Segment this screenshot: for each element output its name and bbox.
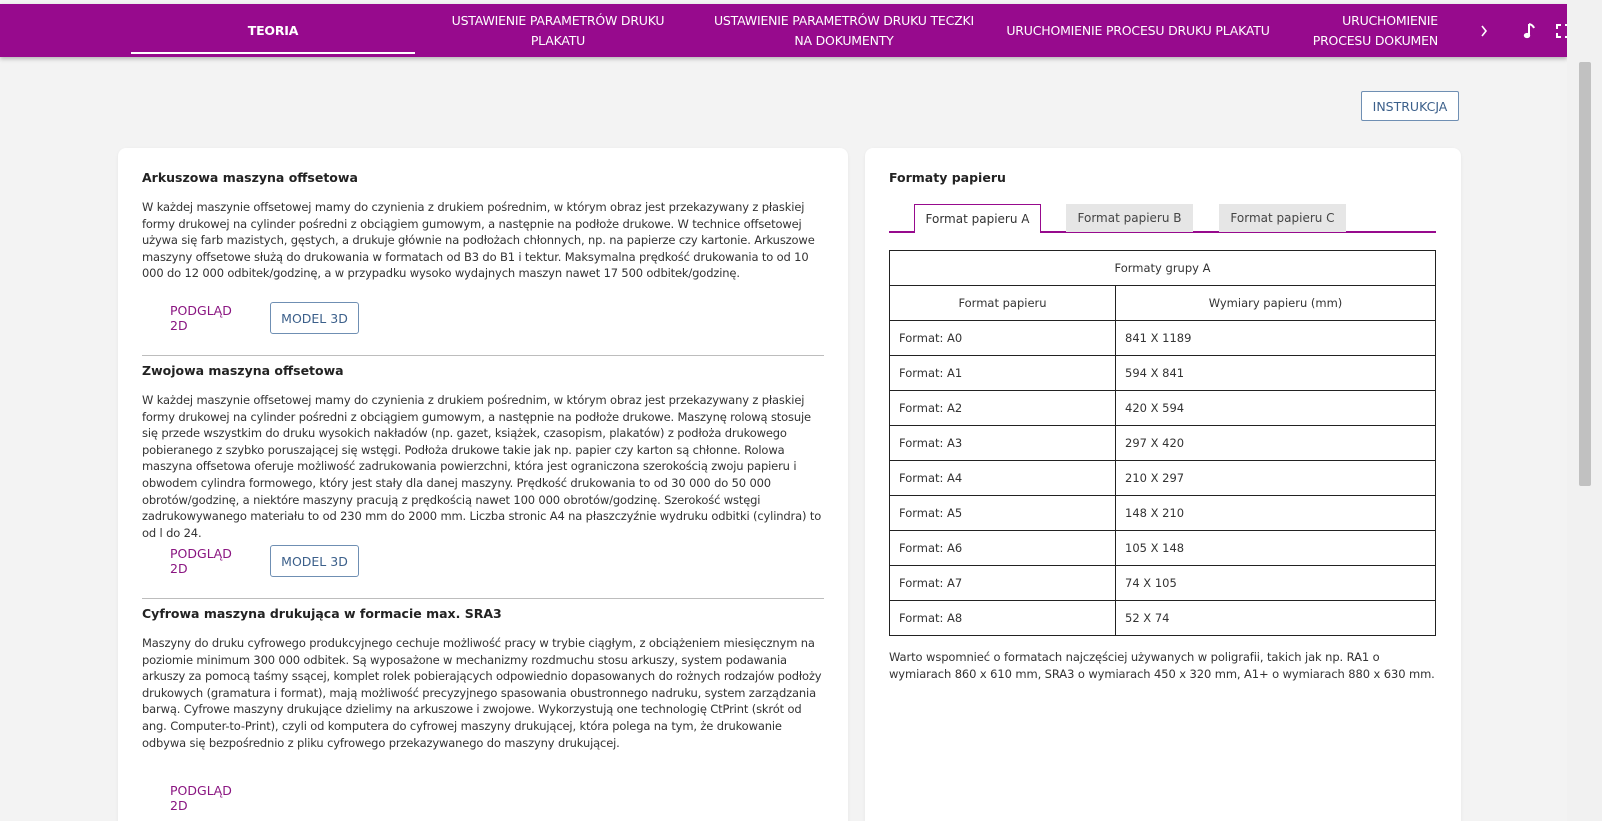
scrollbar-thumb[interactable] <box>1579 62 1591 486</box>
divider <box>142 598 824 599</box>
dimensions-cell: 148 X 210 <box>1116 496 1436 531</box>
dimensions-cell: 105 X 148 <box>1116 531 1436 566</box>
dimensions-cell: 74 X 105 <box>1116 566 1436 601</box>
tab-teoria[interactable]: TEORIA <box>131 4 415 57</box>
column-header-format: Format papieru <box>890 286 1116 321</box>
section-text: W każdej maszynie offsetowej mamy do czynienia z drukiem pośrednim, w którym obraz jest przekazywany z płaskiej formy drukowej na cylinder pośredni z obciągiem gumowym, a następnie na podłoże drukowe. Maszynę rolową stosuje się przede wszystkim do druku wysokich nakładów (np. gazet, książek, czasopism, plakatów) z podłoża drukowego pobieranego z szybko poruszającej się wstęgi. Podłoża drukowe takie jak np. papier czy karton są chłonne. Rolowa maszyna offsetowa oferuje możliwość zadrukowania powierzchni, która jest ograniczona szerokością zwoju papieru i obwodem cylindra formowego, który jest stały dla danej maszyny. Prędkość drukowania to od 30 000 do 50 000 obrotów/godzinę, a niektóre maszyny pracują z prędkością nawet 100 000 obrotów/godzinę. Szerokość wstęgi zadrukowywanego materiału to od 230 mm do 2000 mm. Liczba stronic A4 na płaszczyźnie wydruku odbitki (cylindra) to od l do 24. <box>142 393 822 540</box>
tab-ustawienie-plakatu[interactable]: USTAWIENIE PARAMETRÓW DRUKU PLAKATU <box>451 12 665 48</box>
machines-card <box>118 148 848 821</box>
tab-ustawienie-teczki[interactable]: USTAWIENIE PARAMETRÓW DRUKU TECZKI NA DOKUMENTY <box>713 12 974 48</box>
table-caption: Formaty grupy A <box>890 251 1436 286</box>
section-title: Arkuszowa maszyna offsetowa <box>142 170 358 185</box>
format-cell: Format: A4 <box>890 461 1116 496</box>
format-cell: Format: A1 <box>890 356 1116 391</box>
table-row <box>890 461 1436 496</box>
dimensions-cell: 210 X 297 <box>1116 461 1436 496</box>
button-row <box>142 302 824 334</box>
model-3d-button[interactable]: MODEL 3D <box>270 302 359 334</box>
tab-format-a[interactable]: Format papieru A <box>914 204 1041 233</box>
section-digital-press <box>142 606 824 751</box>
section-text: W każdej maszynie offsetowej mamy do czynienia z drukiem pośrednim, w którym obraz jest przekazywany z płaskiej formy drukowej na cylinder pośredni z obciągiem gumowym, a następnie na podłoże drukowe. W technice offsetowej używa się farb mazistych, gęstych, a drukuje głównie na podłożach chłonnych, np. na papierze czy kartonie. Arkuszowe maszyny offsetowe służą do drukowania w formatach od B3 do B1 i tektur. Maksymalna prędkość drukowania to od 10 000 do 12 000 odbitek/godzinę, a w przypadku wysoko wydajnych maszyn nawet 17 500 odbitek/godzinę. <box>142 200 815 281</box>
tab-format-b[interactable]: Format papieru B <box>1066 204 1193 232</box>
format-cell: Format: A3 <box>890 426 1116 461</box>
section-text: Maszyny do druku cyfrowego produkcyjnego cechuje możliwość pracy w trybie ciągłym, z obciążeniem miesięcznym na poziomie minimum 300 000 odbitek. Są wyposażone w mechanizmy rozdmuchu stosu arkuszy, system podawania arkuszy za pomocą taśmy ssącej, komplet rolek pobierających odpowiednio dopasowanych do rożnych rodzajów podłoży drukowych (gramatura i format), mają możliwość precyzyjnego spasowania obustronnego nadruku, system zarządzania barwą. Cyfrowe maszyny drukujące dzielimy na arkuszowe i zwojowe. Wykorzystują one technologię CtPrint (skrót od ang. Computer-to-Print), czyli od komputera do cyfrowej maszyny drukującej, która polega na tym, że drukowanie odbywa się bezpośrednio z pliku cyfrowego przekazywanego do maszyny drukującej. <box>142 636 822 750</box>
format-cell: Format: A7 <box>890 566 1116 601</box>
paper-formats-title: Formaty papieru <box>889 170 1006 185</box>
table-row <box>890 426 1436 461</box>
tab-format-c[interactable]: Format papieru C <box>1219 204 1346 232</box>
instruction-button[interactable]: INSTRUKCJA <box>1361 91 1459 121</box>
format-cell: Format: A0 <box>890 321 1116 356</box>
table-row <box>890 321 1436 356</box>
format-cell: Format: A8 <box>890 601 1116 636</box>
dimensions-cell: 420 X 594 <box>1116 391 1436 426</box>
preview-2d-button[interactable]: PODGLĄD 2D <box>170 546 232 576</box>
table-row <box>890 391 1436 426</box>
format-cell: Format: A2 <box>890 391 1116 426</box>
paper-formats-card <box>865 148 1461 821</box>
dimensions-cell: 841 X 1189 <box>1116 321 1436 356</box>
table-row <box>890 531 1436 566</box>
table-row <box>890 356 1436 391</box>
model-3d-button[interactable]: MODEL 3D <box>270 545 359 577</box>
button-row <box>142 782 824 814</box>
format-cell: Format: A5 <box>890 496 1116 531</box>
dimensions-cell: 594 X 841 <box>1116 356 1436 391</box>
tab-uruchomienie-dokumentow[interactable]: URUCHOMIENIE PROCESU DOKUMEN <box>1312 12 1438 48</box>
table-row <box>890 601 1436 636</box>
music-note-icon[interactable] <box>1518 4 1542 57</box>
tab-uruchomienie-plakatu[interactable]: URUCHOMIENIE PROCESU DRUKU PLAKATU <box>1006 22 1270 38</box>
dimensions-cell: 52 X 74 <box>1116 601 1436 636</box>
chevron-right-icon[interactable] <box>1472 4 1496 57</box>
format-cell: Format: A6 <box>890 531 1116 566</box>
button-row <box>142 545 824 577</box>
formats-table <box>889 250 1436 636</box>
section-sheetfed-offset <box>142 170 824 282</box>
preview-2d-button[interactable]: PODGLĄD 2D <box>170 783 232 813</box>
dimensions-cell: 297 X 420 <box>1116 426 1436 461</box>
table-row <box>890 496 1436 531</box>
section-web-offset <box>142 363 824 541</box>
table-row <box>890 566 1436 601</box>
column-header-dimensions: Wymiary papieru (mm) <box>1116 286 1436 321</box>
top-navigation <box>0 4 1567 57</box>
preview-2d-button[interactable]: PODGLĄD 2D <box>170 303 232 333</box>
section-title: Zwojowa maszyna offsetowa <box>142 363 344 378</box>
divider <box>142 355 824 356</box>
section-title: Cyfrowa maszyna drukująca w formacie max. SRA3 <box>142 606 502 621</box>
formats-note: Warto wspomnieć o formatach najczęściej używanych w poligrafii, takich jak np. RA1 o wymiarach 860 x 610 mm, SRA3 o wymiarach 450 x 320 mm, A1+ o wymiarach 880 x 630 mm. <box>889 650 1435 681</box>
